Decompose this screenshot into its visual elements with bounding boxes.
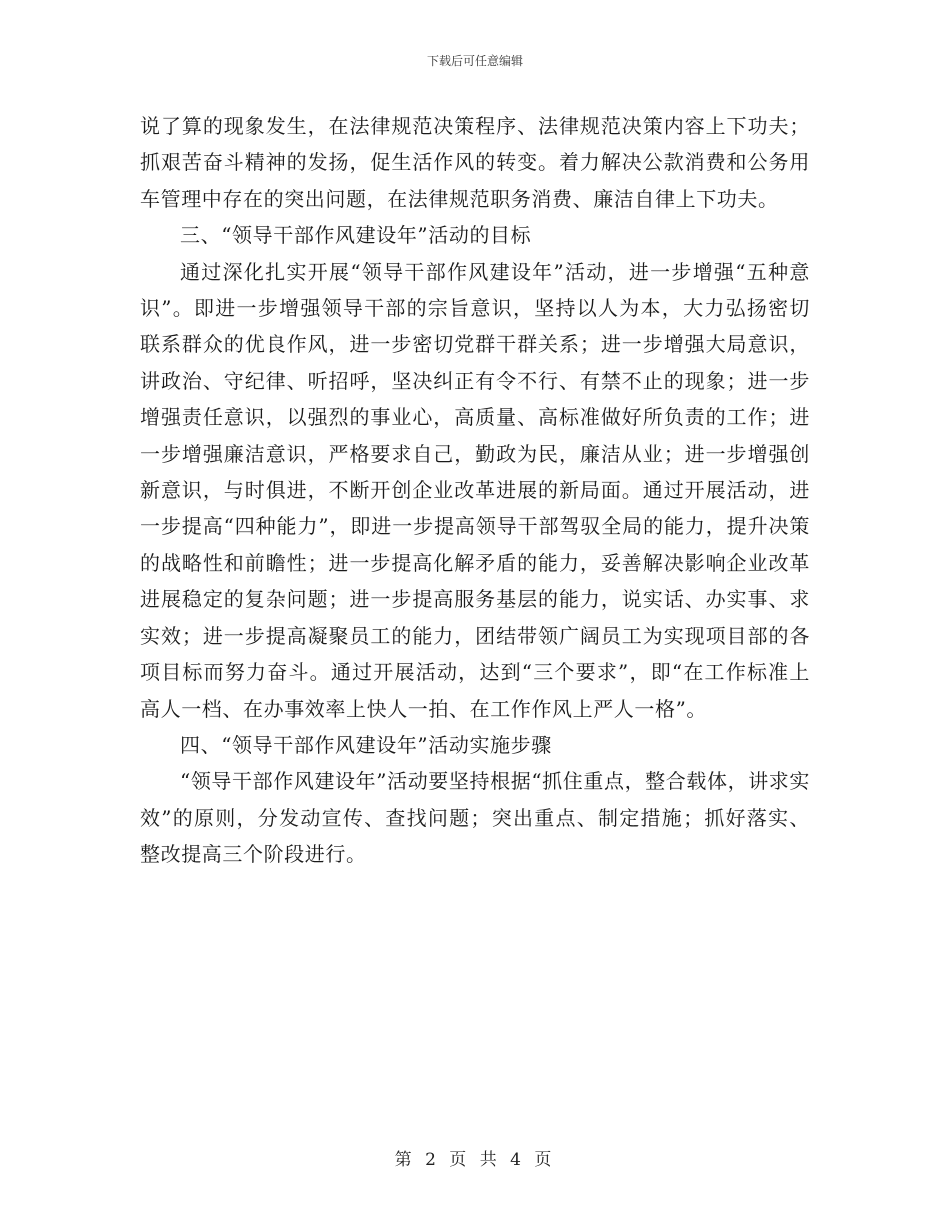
paragraph-continuation: 说了算的现象发生，在法律规范决策程序、法律规范决策内容上下功夫；抓艰苦奋斗精神的发扬，促生活作风的转变。着力解决公款消费和公务用车管理中存在的突出问题，在法律规范职务消费、廉洁自律上下功夫。: [140, 114, 810, 211]
page-header-note: 下载后可任意编辑: [426, 54, 523, 68]
paragraph-goals: 通过深化扎实开展“领导干部作风建设年”活动，进一步增强“五种意识”。即进一步增强领导干部的宗旨意识，坚持以人为本，大力弘扬密切联系群众的优良作风，进一步密切党群干群关系；进一步增强大局意识，讲政治、守纪律、听招呼，坚决纠正有令不行、有禁不止的现象；进一步增强责任意识，以强烈的事业心，高质量、高标准做好所负责的工作；进一步增强廉洁意识，严格要求自己，勤政为民，廉洁从业；进一步增强创新意识，与时俱进，不断开创企业改革进展的新局面。通过开展活动，进一步提高“四种能力”，即进一步提高领导干部驾驭全局的能力，提升决策的战略性和前瞻性；进一步提高化解矛盾的能力，妥善解决影响企业改革进展稳定的复杂问题；进一步提高服务基层的能力，说实话、办实事、求实效；进一步提高凝聚员工的能力，团结带领广阔员工为实现项目部的各项目标而努力奋斗。通过开展活动，达到“三个要求”，即“在工作标准上高人一档、在办事效率上快人一拍、在工作作风上严人一格”。: [140, 259, 810, 721]
section-heading-3: 三、“领导干部作风建设年”活动的目标: [180, 223, 532, 248]
paragraph-steps: “领导干部作风建设年”活动要坚持根据“抓住重点，整合载体，讲求实效”的原则，分发动宣传、查找问题；突出重点、制定措施；抓好落实、整改提高三个阶段进行。: [140, 769, 810, 867]
page-number-footer: 第 2 页 共 4 页: [394, 1150, 556, 1170]
section-heading-4: 四、“领导干部作风建设年”活动实施步骤: [180, 732, 552, 757]
document-body: [140, 108, 810, 873]
